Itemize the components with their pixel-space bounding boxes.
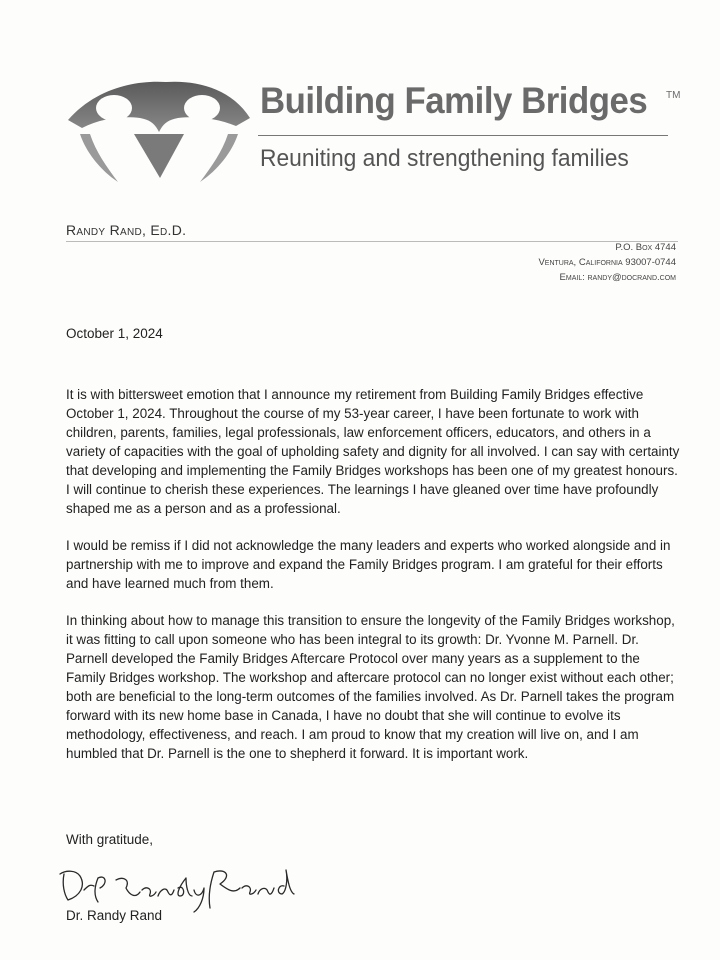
- signer-name: Dr. Randy Rand: [66, 908, 163, 923]
- brand-divider: [258, 135, 668, 136]
- letter-closing: With gratitude,: [66, 832, 154, 847]
- brand-tagline: Reuniting and strengthening families: [260, 145, 629, 172]
- letter-body: [66, 385, 682, 781]
- sender-name: Randy Rand, Ed.D.: [66, 222, 187, 238]
- body-paragraph: In thinking about how to manage this transition to ensure the longevity of the Family Bridges workshop, it was fitting to call upon someone who has been integral to its growth: Dr. Yvonne M. Parnell. Dr. Parnell developed the Family Bridges Aftercare Protocol over many years as a supplement to the Family Bridges workshop. The workshop and aftercare protocol can no longer exist without each other; both are beneficial to the long-term outcomes of the families involved. As Dr. Parnell takes the program forward with its new home base in Canada, I have no doubt that she will continue to evolve its methodology, effectiveness, and reach. I am proud to know that my creation will live on, and I am humbled that Dr. Parnell is the one to shepherd it forward. It is important work.: [66, 613, 675, 761]
- letter-date: October 1, 2024: [66, 326, 163, 341]
- body-paragraph: It is with bittersweet emotion that I announce my retirement from Building Family Bridges effective October 1, 2024. Throughout the course of my 53-year career, I have been fortunate to work with children, parents, families, legal professionals, law enforcement officers, educators, and others in a variety of capacities with the goal of upholding safety and dignity for all involved. I can say with certainty that developing and implementing the Family Bridges workshops has been one of my greatest honours. I will continue to cherish these experiences. The learnings I have gleaned over time have profoundly shaped me as a person and as a professional.: [66, 387, 680, 516]
- handwritten-signature: [54, 856, 304, 914]
- brand-name: Building Family Bridges: [260, 80, 648, 121]
- address-line: Ventura, California 93007-0744: [538, 257, 676, 268]
- sender-address: [538, 240, 676, 285]
- email-line: Email: randy@docrand.com: [559, 272, 676, 283]
- trademark-mark: TM: [666, 90, 681, 101]
- bridge-mask-logo-icon: [66, 74, 252, 186]
- body-paragraph: I would be remiss if I did not acknowledge the many leaders and experts who worked alongside and in partnership with me to improve and expand the Family Bridges program. I am grateful for their efforts and have learned much from them.: [66, 538, 671, 591]
- address-line: P.O. Box 4744: [615, 242, 676, 253]
